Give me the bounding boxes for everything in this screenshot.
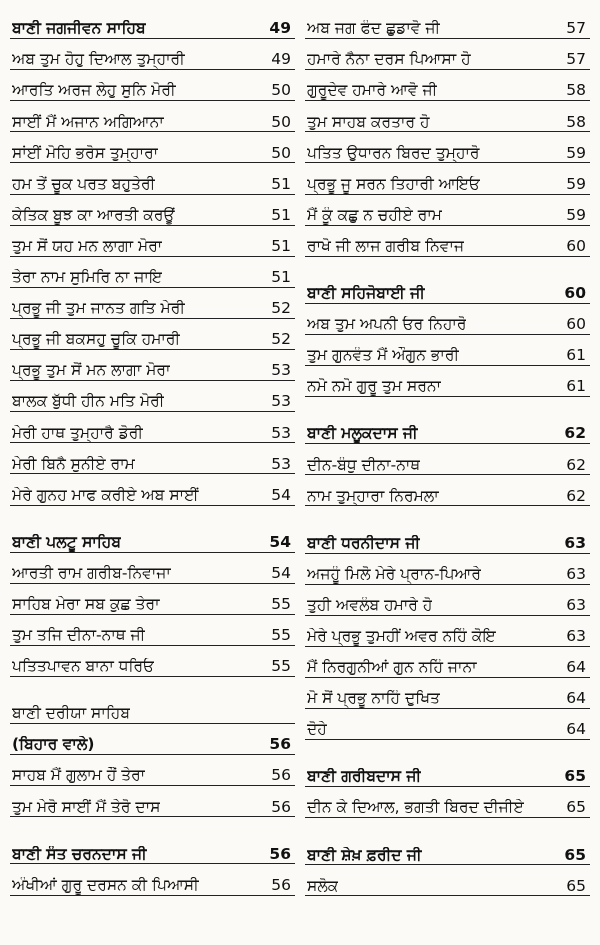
toc-entry [10,553,295,584]
toc-entry [10,132,295,163]
page-number: 63 [566,595,586,614]
page-number: 65 [564,767,586,786]
toc-entry [10,257,295,288]
toc-entry-title: ਦੀਨ-ਬੰਧੁ ਦੀਨਾ-ਨਾਥ [307,456,421,474]
page-number: 59 [566,143,586,162]
page-number: 63 [566,564,586,583]
toc-entry [305,475,590,506]
toc-entry [10,350,295,381]
toc-entry-title: ਮੈਂ ਕੂੰ ਕਛੁ ਨ ਚਹੀਏ ਰਾਮ [307,206,443,224]
toc-entry-title: ਪ੍ਰਭੂ ਜੂ ਸਰਨ ਤਿਹਾਰੀ ਆਇਓ [307,175,481,193]
toc-entry-title: ਨਮੋ ਨਮੋ ਗੁਰੂ ਤੁਮ ਸਰਨਾ [307,378,442,396]
toc-entry [305,787,590,818]
page-number: 56 [269,735,291,754]
toc-entry [10,474,295,505]
toc-entry-title: ਪਤਿਤਪਾਵਨ ਬਾਨਾ ਧਰਿਓ [12,658,155,676]
page-number: 51 [271,174,291,193]
section-heading [305,834,590,865]
toc-entry-title: ਪ੍ਰਭੂ ਜੀ ਤੁਮ ਜਾਨਤ ਗਤਿ ਮੇਰੀ [12,300,185,318]
toc-entry [305,616,590,647]
toc-entry [10,163,295,194]
toc-entry [10,646,295,677]
toc-entry-title: ਅਬ ਤੁਮ ਹੋਹੁ ਦਿਆਲ ਤੁਮ੍ਹਾਰੀ [12,51,185,69]
toc-entry-title: ਸਾਹਬ ਮੈਂ ਗੁਲਾਮ ਹੌਂ ਤੇਰਾ [12,767,146,785]
toc-entry [10,864,295,895]
toc-entry [305,226,590,257]
toc-entry-title: ਅਬ ਜਗ ਫੰਦ ਛੁਡਾਵੋ ਜੀ [307,20,441,38]
page-number: 63 [564,533,586,552]
page-number: 49 [269,19,291,38]
page-number: 55 [271,626,291,645]
section-heading-title: ਬਾਣੀ ਸੰਤ ਚਰਨਦਾਸ ਜੀ [12,845,147,863]
section-heading [10,833,295,864]
toc-entry-title: ਹਮਾਰੇ ਨੈਨਾ ਦਰਸ ਪਿਆਸਾ ਹੋ [307,51,471,69]
page-number: 53 [271,423,291,442]
toc-entry-title: ਪ੍ਰਭੂ ਤੁਮ ਸੋਂ ਮਨ ਲਾਗਾ ਮੋਰਾ [12,362,171,380]
page-number: 50 [271,81,291,100]
toc-entry-title: ਆਰਤਿ ਅਰਜ ਲੇਹੁ ਸੁਨਿ ਮੋਰੀ [12,82,176,100]
toc-entry-title: ਤੁਮ ਗੁਨਵੰਤ ਮੈਂ ਔਗੁਨ ਭਾਰੀ [307,347,460,365]
section-heading-title: ਬਾਣੀ ਸਹਿਜੋਬਾਈ ਜੀ [307,285,425,303]
toc-entry [10,584,295,615]
page-number: 56 [269,844,291,863]
page-number: 65 [566,876,586,895]
toc-entry [305,132,590,163]
page-number: 50 [271,112,291,131]
section-heading [10,8,295,39]
page-number: 52 [271,330,291,349]
section-gap [305,506,590,522]
toc-entry-title: ਮੈਂ ਨਿਰਗੁਨੀਆਂ ਗੁਨ ਨਹਿੰ ਜਾਨਾ [307,659,477,677]
section-heading [10,693,295,724]
page-number: 53 [271,361,291,380]
section-heading-title: ਬਾਣੀ ਸ਼ੇਖ਼ ਫ਼ਰੀਦ ਜੀ [307,846,422,864]
toc-entry-title: ਰਾਖੋ ਜੀ ਲਾਜ ਗਰੀਬ ਨਿਵਾਜ [307,237,465,255]
page-number: 54 [271,485,291,504]
page-number: 58 [566,112,586,131]
section-gap [305,257,590,273]
section-heading-title: ਬਾਣੀ ਪਲਟੂ ਸਾਹਿਬ [12,533,122,551]
section-heading [10,522,295,553]
page-number: 50 [271,143,291,162]
toc-entry [305,163,590,194]
toc-entry-title: ਤੁਮ ਸੋਂ ਯਹ ਮਨ ਲਾਗਾ ਮੋਰਾ [12,237,163,255]
toc-entry-title: ਪ੍ਰਭੂ ਜੀ ਬਕਸਹੁ ਚੂਕਿ ਹਮਾਰੀ [12,331,181,349]
toc-entry-title: ਅਬ ਤੁਮ ਅਪਨੀ ਓਰ ਨਿਹਾਰੋ [307,316,467,334]
toc-entry-title: ਨਾਮ ਤੁਮ੍ਹਾਰਾ ਨਿਰਮਲਾ [307,487,439,505]
toc-entry [10,319,295,350]
toc-entry-title: ਪਤਿਤ ਉਧਾਰਨ ਬਿਰਦ ਤੁਮ੍ਹਾਰੋ [307,144,480,162]
toc-entry-title: ਮੇਰੇ ਗੁਨਹ ਮਾਫ ਕਰੀਏ ਅਬ ਸਾਈਂ [12,486,199,504]
toc-entry-title: ਤੇਰਾ ਨਾਮ ਸੁਮਿਰਿ ਨਾ ਜਾਇ [12,269,163,287]
toc-entry [305,70,590,101]
toc-entry-title: ਗੁਰੂਦੇਵ ਹਮਾਰੇ ਆਵੋ ਜੀ [307,82,438,100]
toc-entry-title: ਹਮ ਤੇਂ ਚੂਕ ਪਰਤ ਬਹੁਤੇਰੀ [12,175,156,193]
page-number: 64 [566,720,586,739]
toc-entry [305,195,590,226]
section-heading-title: ਬਾਣੀ ਜਗਜੀਵਨ ਸਾਹਿਬ [12,20,146,38]
toc-entry-title: ਸਾਈਂ ਮੈਂ ਅਜਾਨ ਅਗਿਆਨਾ [12,113,164,131]
page-number: 54 [269,532,291,551]
page-number: 64 [566,689,586,708]
page-number: 56 [271,766,291,785]
toc-entry [10,39,295,70]
toc-entry [305,335,590,366]
toc-entry-title: ਸਾਂਈਂ ਮੋਹਿ ਭਰੋਸ ਤੁਮ੍ਹਾਰਾ [12,144,159,162]
page-number: 62 [566,455,586,474]
section-gap [305,818,590,834]
toc-entry [10,101,295,132]
page-number: 59 [566,205,586,224]
toc-entry [10,755,295,786]
section-gap [305,397,590,413]
page-number: 55 [271,657,291,676]
page-number: 60 [566,236,586,255]
page-number: 57 [566,50,586,69]
page-number: 53 [271,454,291,473]
left-column [10,8,295,939]
page-number: 60 [566,315,586,334]
toc-entry-title: ਤੁਮ ਤਜਿ ਦੀਨਾ-ਨਾਥ ਜੀ [12,627,146,645]
toc-entry-title: ਬਾਲਕ ਬੁੱਧੀ ਹੀਨ ਮਤਿ ਮੋਰੀ [12,393,165,411]
section-heading-title: ਬਾਣੀ ਗਰੀਬਦਾਸ ਜੀ [307,768,422,786]
section-heading [305,413,590,444]
toc-entry [305,865,590,896]
toc-entry-title: ਤੁਮ ਮੇਰੋ ਸਾਈਂ ਮੈਂ ਤੇਰੋ ਦਾਸ [12,798,161,816]
toc-entry [10,195,295,226]
page-number: 65 [564,845,586,864]
toc-entry-title: ਮੋ ਸੋਂ ਪ੍ਰਭੂ ਨਾਹਿੰ ਦੁਖਿਤ [307,690,440,708]
toc-entry [305,678,590,709]
section-heading-title: ਬਾਣੀ ਧਰਨੀਦਾਸ ਜੀ [307,534,421,552]
section-heading-title: (ਬਿਹਾਰ ਵਾਲੇ) [12,736,95,754]
toc-entry-title: ਮੇਰੀ ਹਾਥ ਤੁਮ੍ਹਾਰੈ ਡੋਰੀ [12,424,144,442]
toc-entry-title: ਆਰਤੀ ਰਾਮ ਗਰੀਬ-ਨਿਵਾਜਾ [12,564,171,582]
toc-entry [305,39,590,70]
toc-entry-title: ਕੇਤਿਕ ਬੂਝ ਕਾ ਆਰਤੀ ਕਰਊਂ [12,206,175,224]
toc-entry [10,786,295,817]
page-number: 57 [566,19,586,38]
toc-entry [305,366,590,397]
toc-entry-title: ਦੀਨ ਕੇ ਦਿਆਲ, ਭਗਤੀ ਬਿਰਦ ਦੀਜੀਏ [307,799,524,817]
page-number: 64 [566,658,586,677]
toc-entry [10,443,295,474]
page-number: 61 [566,377,586,396]
toc-entry [305,444,590,475]
toc-entry-title: ਸਲੋਕ [307,877,339,895]
toc-entry [10,70,295,101]
page-number: 49 [271,50,291,69]
page-number: 61 [566,346,586,365]
section-heading [305,522,590,553]
page-number: 60 [564,284,586,303]
page-number: 54 [271,563,291,582]
page-number: 51 [271,268,291,287]
toc-entry-title: ਦੋਹੇ [307,721,327,739]
section-gap [10,817,295,833]
section-heading-title: ਬਾਣੀ ਦਰੀਯਾ ਸਾਹਿਬ [12,705,130,723]
section-heading [10,724,295,755]
toc-entry [305,709,590,740]
page-number: 52 [271,299,291,318]
toc-entry-title: ਮੇਰੇ ਪ੍ਰਭੂ ਤੁਮਹੀਂ ਅਵਰ ਨਹਿੰ ਕੋਇ [307,627,496,645]
section-gap [10,677,295,693]
section-heading [305,273,590,304]
page-number: 55 [271,594,291,613]
toc-entry [305,8,590,39]
toc-entry [305,585,590,616]
page-number: 53 [271,392,291,411]
page-number: 56 [271,875,291,894]
page-number: 58 [566,81,586,100]
toc-entry-title: ਮੇਰੀ ਬਿਨੈ ਸੁਨੀਏ ਰਾਮ [12,455,135,473]
page-number: 51 [271,205,291,224]
toc-entry [305,304,590,335]
toc-entry [305,101,590,132]
toc-entry [10,381,295,412]
toc-entry [305,554,590,585]
section-gap [305,740,590,756]
page-number: 63 [566,626,586,645]
toc-entry [10,615,295,646]
toc-entry [305,647,590,678]
page-number: 62 [564,424,586,443]
toc-entry [10,288,295,319]
page-number: 56 [271,797,291,816]
toc-entry-title: ਅਜਹੂੰ ਮਿਲੋ ਮੇਰੇ ਪ੍ਰਾਨ-ਪਿਆਰੇ [307,565,482,583]
right-column [305,8,590,939]
page-number: 51 [271,236,291,255]
page-number: 65 [566,798,586,817]
toc-entry-title: ਤੁਹੀ ਅਵਲੰਬ ਹਮਾਰੇ ਹੋ [307,596,433,614]
toc-entry-title: ਅੰਖੀਆਂ ਗੁਰੂ ਦਰਸਨ ਕੀ ਪਿਆਸੀ [12,876,199,894]
page-number: 62 [566,486,586,505]
page-number: 59 [566,174,586,193]
section-gap [10,506,295,522]
section-heading [305,756,590,787]
toc-entry-title: ਸਾਹਿਬ ਮੇਰਾ ਸਬ ਕੁਛ ਤੇਰਾ [12,595,160,613]
section-heading-title: ਬਾਣੀ ਮਲੂਕਦਾਸ ਜੀ [307,425,418,443]
toc-entry [10,226,295,257]
toc-entry-title: ਤੁਮ ਸਾਹਬ ਕਰਤਾਰ ਹੋ [307,113,430,131]
toc-entry [10,412,295,443]
